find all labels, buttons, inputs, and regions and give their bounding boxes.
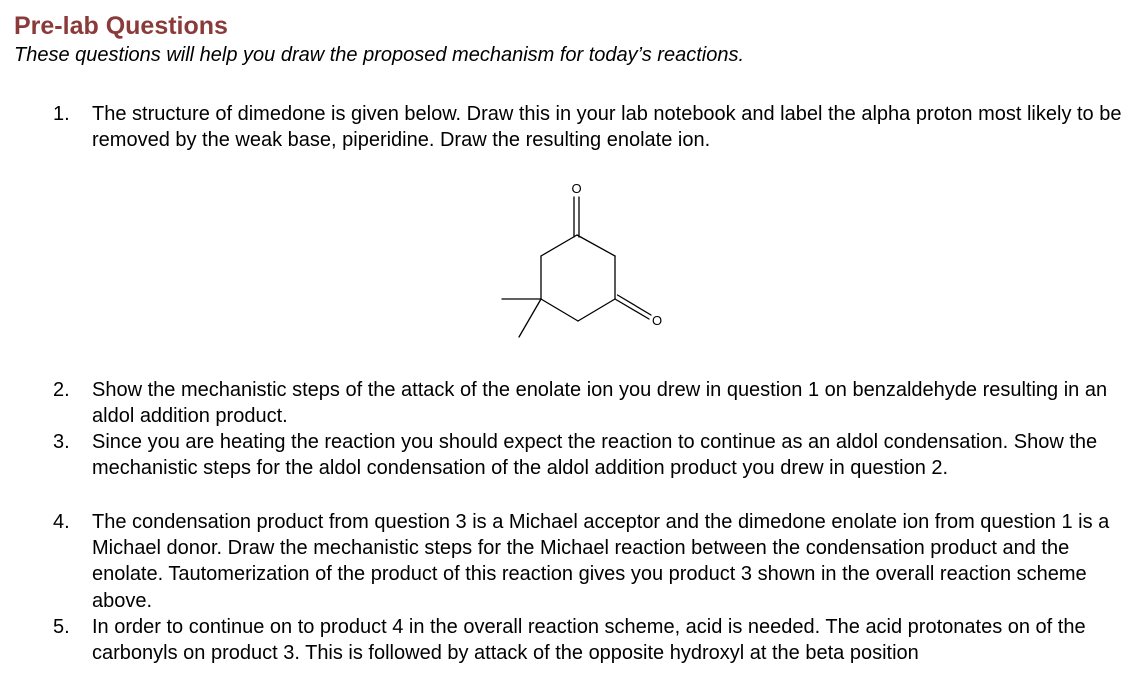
page-subtitle: These questions will help you draw the proposed mechanism for today’s reactions. (14, 44, 745, 66)
question-5 (53, 614, 1128, 666)
question-4 (53, 509, 1128, 614)
question-text: In order to continue on to product 4 in the overall reaction scheme, acid is needed. The acid protonates on of the carbonyls on product 3. This is followed by attack of the opposite hydroxyl at the beta position (92, 616, 1086, 665)
question-number: 1. (53, 103, 70, 125)
right-carbonyl-bond-b (618, 295, 652, 315)
dimedone-structure (500, 175, 670, 345)
question-text: The condensation product from question 3 is a Michael acceptor and the dimedone enolate ion from question 1 is a Michael donor. Draw the mechanistic steps for the Michael reaction between the condensation product and the enolate. Tautomerization of the product of this reaction gives you product 3 shown in the overall reaction scheme above. (92, 511, 1110, 612)
question-number: 5. (53, 616, 70, 638)
ring-bond (541, 299, 578, 321)
question-text: Since you are heating the reaction you should expect the reaction to continue as an aldol condensation. Show the mechanistic steps for the aldol condensation of the aldol addition product you drew in question 2. (92, 431, 1098, 480)
ring-bond (578, 299, 615, 321)
page-title: Pre-lab Questions (14, 12, 228, 40)
ring-bond (541, 235, 577, 256)
question-number: 3. (53, 431, 70, 453)
question-3 (53, 429, 1128, 481)
right-oxygen-label: O (651, 313, 663, 328)
top-oxygen-label: O (571, 181, 582, 196)
question-number: 4. (53, 511, 70, 533)
question-2 (53, 377, 1128, 429)
question-text: The structure of dimedone is given below. Draw this in your lab notebook and label the alpha proton most likely to be removed by the weak base, piperidine. Draw the resulting enolate ion. (92, 103, 1122, 152)
question-number: 2. (53, 379, 70, 401)
question-text: Show the mechanistic steps of the attack of the enolate ion you drew in question 1 on benzaldehyde resulting in an aldol addition product. (92, 379, 1108, 428)
methyl-bond (519, 299, 541, 337)
right-carbonyl-bond-a (615, 299, 649, 319)
question-1 (53, 101, 1128, 153)
ring-bond (577, 235, 615, 256)
